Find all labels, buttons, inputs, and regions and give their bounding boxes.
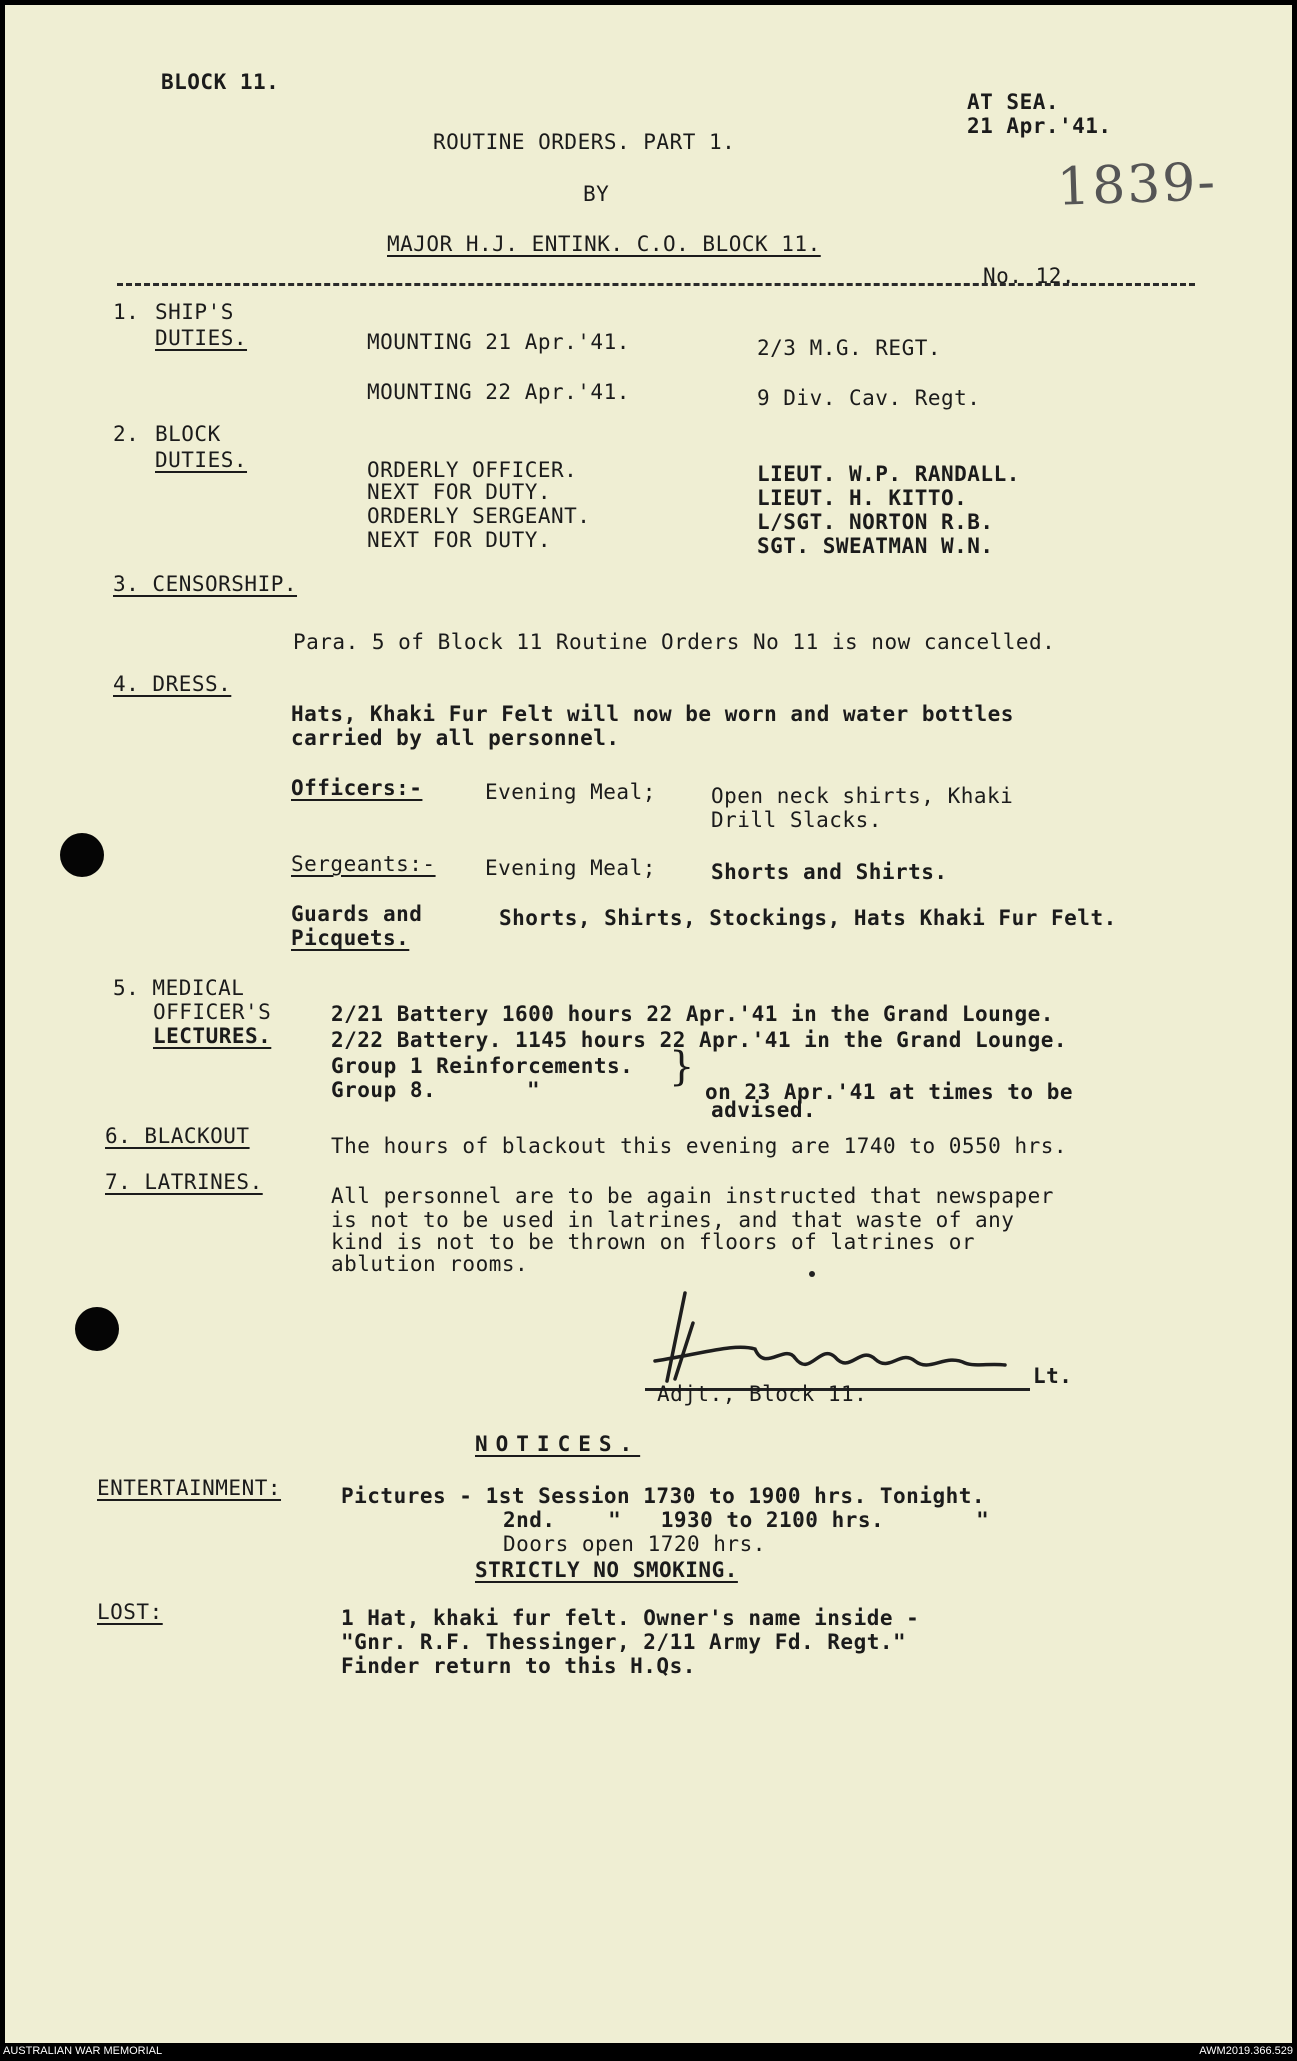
footer-accession: AWM2019.366.529 [1199, 2045, 1293, 2057]
duty-row-right: 2/3 M.G. REGT. [757, 336, 942, 360]
section-6-label: 6. BLACKOUT [105, 1124, 250, 1148]
entertainment-line: Doors open 1720 hrs. [503, 1532, 766, 1556]
signature-rank: Lt. [1033, 1364, 1073, 1388]
section-3-label: 3. CENSORSHIP. [113, 572, 298, 596]
notices-title: NOTICES. [475, 1432, 641, 1456]
brace-mark: } [669, 1044, 695, 1090]
duty-row-right: 9 Div. Cav. Regt. [757, 386, 981, 410]
lecture-line: 2/21 Battery 1600 hours 22 Apr.'41 in the Grand Lounge. [331, 1002, 1054, 1026]
no-smoking-line: STRICTLY NO SMOKING. [475, 1558, 738, 1582]
by-line: BY [583, 182, 610, 206]
lost-label: LOST: [97, 1600, 163, 1624]
lecture-line: 2/22 Battery. 1145 hours 22 Apr.'41 in the Grand Lounge. [331, 1028, 1068, 1052]
duty-row-left: NEXT FOR DUTY. [367, 528, 552, 552]
section-2-label-2: DUTIES. [155, 448, 248, 472]
sergeants-dress: Shorts and Shirts. [711, 860, 948, 884]
lecture-line: Group 1 Reinforcements. [331, 1054, 634, 1078]
latrines-text: kind is not to be thrown on floors of latrines or [331, 1230, 976, 1254]
duty-row-left: ORDERLY OFFICER. [367, 458, 578, 482]
handwritten-reference: 1839- [1056, 152, 1218, 218]
lost-line: 1 Hat, khaki fur felt. Owner's name inside - [341, 1606, 920, 1630]
location-line: AT SEA. [967, 90, 1060, 114]
signature-role: Adjt., Block 11. [657, 1382, 868, 1406]
date-line: 21 Apr.'41. [967, 114, 1112, 138]
lost-line: "Gnr. R.F. Thessinger, 2/11 Army Fd. Regt." [341, 1630, 907, 1654]
sergeants-label: Sergeants:- [291, 852, 436, 876]
duty-row-right: SGT. SWEATMAN W.N. [757, 534, 994, 558]
duty-row-right: LIEUT. W.P. RANDALL. [757, 462, 1020, 486]
sergeants-when: Evening Meal; [485, 856, 656, 880]
signature-scrawl [645, 1283, 1025, 1393]
section-5-label: 5. MEDICAL [113, 976, 245, 1000]
guards-label: Guards and [291, 902, 423, 926]
lecture-line: on 23 Apr.'41 at times to be [705, 1080, 1074, 1104]
ink-dot [809, 1271, 815, 1277]
lecture-group: Group 8. [331, 1078, 437, 1102]
lecture-line: advised. [711, 1098, 817, 1122]
duty-row-right: L/SGT. NORTON R.B. [757, 510, 994, 534]
section-2-number: 2. [113, 422, 140, 446]
section-5-label-3: LECTURES. [153, 1024, 272, 1048]
document-title: ROUTINE ORDERS. PART 1. [433, 130, 736, 154]
latrines-text: is not to be used in latrines, and that waste of any [331, 1208, 1015, 1232]
guards-label-2: Picquets. [291, 926, 410, 950]
ditto-mark: " [527, 1078, 541, 1102]
officers-when: Evening Meal; [485, 780, 656, 804]
latrines-text: ablution rooms. [331, 1252, 529, 1276]
block-heading: BLOCK 11. [161, 70, 280, 94]
punch-hole [75, 1307, 119, 1351]
entertainment-label: ENTERTAINMENT: [97, 1476, 282, 1500]
document-page [5, 5, 1292, 2043]
dress-intro: Hats, Khaki Fur Felt will now be worn and water bottles [291, 702, 1014, 726]
section-1-label-2: DUTIES. [155, 326, 248, 350]
guards-dress: Shorts, Shirts, Stockings, Hats Khaki Fur Felt. [499, 906, 1117, 930]
order-number: No. 12. [983, 264, 1076, 288]
entertainment-line: Pictures - 1st Session 1730 to 1900 hrs. Tonight. [341, 1484, 986, 1508]
section-5-label-2: OFFICER'S [153, 1000, 272, 1024]
section-7-label: 7. LATRINES. [105, 1170, 263, 1194]
dashed-divider [117, 283, 1195, 286]
duty-row-left: MOUNTING 21 Apr.'41. [367, 330, 630, 354]
footer-source: AUSTRALIAN WAR MEMORIAL [3, 2045, 163, 2057]
section-4-label: 4. DRESS. [113, 672, 232, 696]
issuer-line: MAJOR H.J. ENTINK. C.O. BLOCK 11. [387, 232, 821, 256]
dress-intro-2: carried by all personnel. [291, 726, 620, 750]
blackout-text: The hours of blackout this evening are 1740 to 0550 hrs. [331, 1134, 1068, 1158]
duty-row-left: NEXT FOR DUTY. [367, 480, 552, 504]
latrines-text: All personnel are to be again instructed that newspaper [331, 1184, 1054, 1208]
censorship-text: Para. 5 of Block 11 Routine Orders No 11 is now cancelled. [293, 630, 1056, 654]
entertainment-line: 2nd. " 1930 to 2100 hrs. " [503, 1508, 990, 1532]
officers-dress: Open neck shirts, Khaki [711, 784, 1014, 808]
officers-label: Officers:- [291, 776, 423, 800]
section-2-label: BLOCK [155, 422, 221, 446]
lost-line: Finder return to this H.Qs. [341, 1654, 696, 1678]
footer-bar [0, 2043, 1297, 2061]
duty-row-left: MOUNTING 22 Apr.'41. [367, 380, 630, 404]
duty-row-left: ORDERLY SERGEANT. [367, 504, 591, 528]
duty-row-right: LIEUT. H. KITTO. [757, 486, 968, 510]
officers-dress-2: Drill Slacks. [711, 808, 882, 832]
section-1-label: SHIP'S [155, 300, 234, 324]
section-1-number: 1. [113, 300, 140, 324]
punch-hole [60, 833, 104, 877]
